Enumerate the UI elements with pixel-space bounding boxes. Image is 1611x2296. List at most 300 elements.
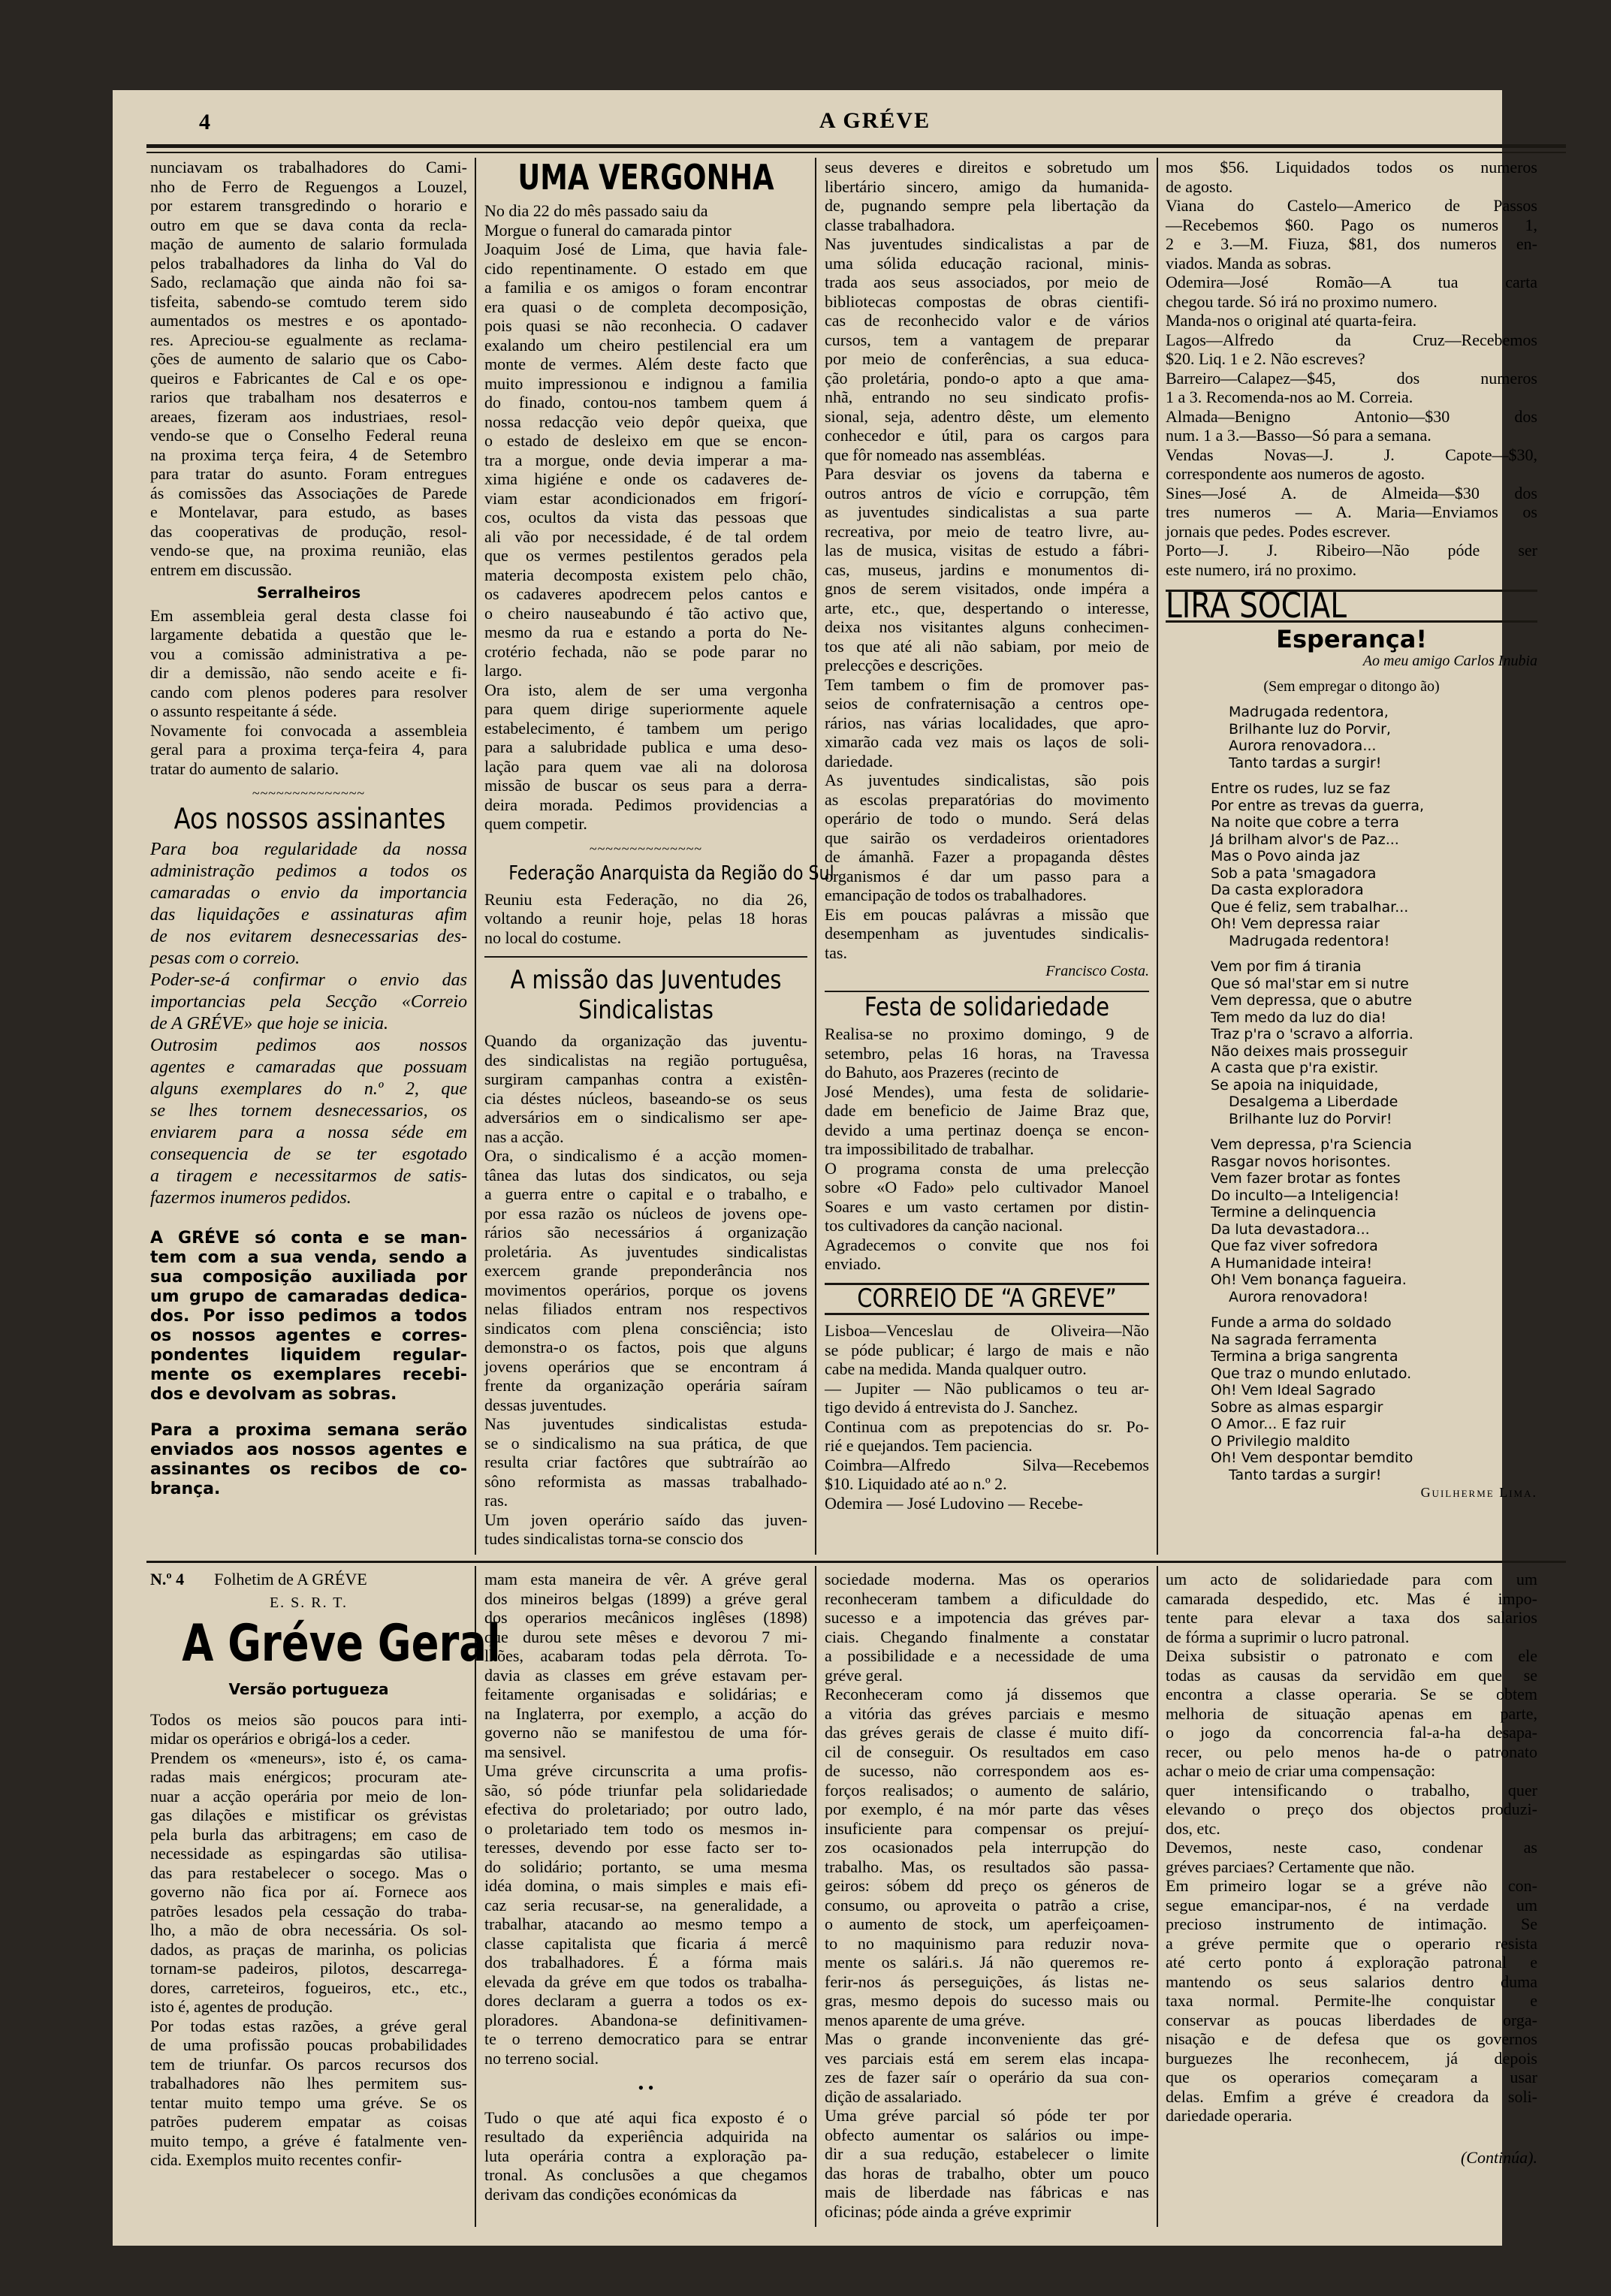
text-line: jornais que pedes. Podes escrever. [1166, 521, 1391, 541]
text-line: assinantes os recibos de co- [150, 1460, 467, 1479]
poem-line: Oh! Vem depressa raiar [1211, 916, 1380, 932]
text-line: governo não fica por aí. Fornece aos [150, 1882, 467, 1901]
poem-line: Entre os rudes, luz se faz [1211, 780, 1391, 797]
poem-line: Oh! Vem Ideal Sagrado [1211, 1382, 1376, 1398]
text-line: um grupo de camaradas dedica- [150, 1287, 467, 1306]
text-line: por exemplo, é na mór parte das vêses [825, 1800, 1149, 1818]
text-line: setembro, pelas 16 horas, na Travessa [825, 1043, 1149, 1063]
text-line: Um joven operário saído das juven- [484, 1510, 807, 1529]
text-line: Continua com as prepotencias do sr. Po- [825, 1417, 1149, 1436]
text-line: resultado da experiência adquirida na [484, 2127, 807, 2146]
text-line: classe capitalista que ficaria á mercê [484, 1933, 807, 1953]
text-line: mos $56. Liquidados todos os numeros [1166, 158, 1537, 176]
text-line: caz seria recusar-se, na generalidade, a [484, 1895, 807, 1914]
text-line: cas, museus, jardins e monumentos di- [825, 560, 1149, 579]
text-line: cida. Exemplos muito recentes confir- [150, 2150, 402, 2169]
article-signature: Francisco Costa. [1045, 963, 1149, 979]
text-line: menos aparente de uma gréve. [825, 2010, 1025, 2029]
text-line: 2 e 3.—M. Fiuza, $81, dos numeros en- [1166, 234, 1537, 253]
text-line: bibliotecas compostas de obras cientifi- [825, 291, 1149, 311]
text-line: pesas com o correio. [150, 949, 300, 968]
poem-line: Rasgar novos horisontes. [1211, 1153, 1391, 1170]
text-line: xima higiéne e onde os cadaveres de- [484, 469, 807, 488]
text-line: Devemos, neste caso, condenar as [1166, 1838, 1537, 1857]
text-line: ções de aumento de salario que os Cabo- [150, 349, 467, 368]
text-line: ma sensivel. [484, 1742, 566, 1761]
text-line: areaes, fizeram aos industriaes, resol- [150, 406, 467, 426]
text-line: cando com plenos poderes para resolver [150, 682, 467, 701]
poem-line: Da casta exploradora [1211, 882, 1364, 898]
poem-line: Madrugada redentora! [1229, 932, 1390, 949]
text-line: Odemira—José Romão—A tua carta [1166, 273, 1537, 291]
poem-line: Na noite que cobre a terra [1211, 814, 1399, 831]
notice-receipts [150, 1421, 467, 1499]
folhetim-title: A Gréve Geral [182, 1614, 501, 1673]
poem-line: Vem depressa, p'ra Sciencia [1211, 1136, 1412, 1153]
text-line: trabalhar, atacando ao mesmo tempo a [484, 1914, 807, 1933]
text-line: das gréves gerais de classe é muito difí- [825, 1723, 1149, 1742]
text-line: tas. [825, 943, 847, 962]
text-line: mação de aumento de salario formulada [150, 234, 467, 253]
text-line: No dia 22 do mês passado saiu da [484, 201, 708, 220]
text-line: são, só póde triunfar pela solidariedade [484, 1780, 807, 1800]
folhetim-text-1 [150, 1710, 467, 2170]
text-line: sobre «O Fado» pelo cultivador Manoel [825, 1178, 1149, 1196]
poem-line: Na sagrada ferramenta [1211, 1331, 1377, 1348]
poem-line: Da luta devastadora... [1211, 1220, 1370, 1238]
text-line: a possibilidade e a necessidade de uma [825, 1646, 1149, 1665]
text-line: cursos, tem a vantagem de preparar [825, 330, 1149, 349]
poem-title: Esperança! [1276, 624, 1427, 653]
column-rule [815, 1566, 816, 2227]
text-line: las de musica, visitas de estudo a fábri- [825, 541, 1149, 560]
text-line: enviarem para a nossa séde em [150, 1123, 467, 1142]
newspaper-title: A GRÉVE [819, 108, 931, 133]
text-line: ras. [484, 1491, 508, 1510]
section-stars: • • [638, 2078, 654, 2097]
text-line: a gréve permite que o operario resista [1166, 1933, 1537, 1953]
text-line: idéa domina, o mais simples e mais efi- [484, 1876, 807, 1895]
text-line: radas mais enérgicos; procuram ate- [150, 1767, 467, 1786]
text-line: camaradas o envio da importancia [150, 883, 467, 903]
text-line: dos trabalhadores. É a fórma mais [484, 1953, 807, 1972]
vergonha-article [484, 201, 807, 834]
text-line: crotério fechada, não se pode parar no [484, 641, 807, 661]
text-line: exercem grande preponderância nos [484, 1261, 807, 1280]
poem-line: Vem fazer brotar as fontes [1211, 1170, 1401, 1187]
serralheiros-article [150, 606, 467, 779]
text-line: o aumento de stock, um aperfeiçoamen- [825, 1914, 1149, 1933]
text-line: Nas juventudes sindicalistas estuda- [484, 1414, 807, 1433]
text-line: dados, as praças de marinha, os policias [150, 1939, 467, 1959]
text-line: nunciavam os trabalhadores do Cami- [150, 158, 467, 176]
text-line: feitamente organisadas e solidárias; e [484, 1685, 807, 1703]
text-line: Porto—J. J. Ribeiro—Não póde ser [1166, 541, 1537, 560]
text-line: gras, mesmo depois do sucesso mais ou [825, 1991, 1149, 2010]
text-line: dessas juventudes. [484, 1395, 607, 1414]
text-line: tudes sindicalistas torna-se conscio dos [484, 1529, 744, 1548]
text-line: aumentados os mestres e os apontado- [150, 311, 467, 330]
text-line: $10. Liquidado até ao n.º 2. [825, 1474, 1007, 1493]
text-line: Joaquim José de Lima, que havia fale- [484, 240, 807, 258]
text-line: viam estar acondicionados em frigorí- [484, 488, 807, 508]
text-line: outros antros de vício e corrupção, têm [825, 483, 1149, 502]
text-line: Barreiro—Calapez—$45, dos numeros [1166, 368, 1537, 388]
section-rule [146, 1561, 1566, 1563]
text-line: zos ocasionados pela interrupção do [825, 1838, 1149, 1857]
text-line: de A GRÉVE» que hoje se inicia. [150, 1014, 389, 1033]
text-line: a familia e os amigos o foram encontrar [484, 278, 807, 297]
text-line: Prendem os «meneurs», isto é, os cama- [150, 1748, 467, 1767]
poem-line: Funde a arma do soldado [1211, 1314, 1392, 1331]
text-line: muito impressionou e indignou a familia [484, 373, 807, 393]
text-line: a guerra entre o capital e o trabalho, e [484, 1184, 807, 1203]
text-line: Lagos—Alfredo da Cruz—Recebemos [1166, 330, 1537, 349]
text-line: e Montelavar, para estudo, as bases [150, 502, 467, 521]
text-line: de agosto. [1166, 176, 1233, 196]
text-line: Ora, o sindicalismo é a acção momen- [484, 1146, 807, 1165]
column-2 [484, 157, 834, 1555]
poem-line: Mas o Povo ainda jaz [1211, 848, 1360, 864]
text-line: tra impossibilitado de trabalhar. [825, 1139, 1034, 1158]
text-line: dores, carreteiros, fogueiros, etc., etc., [150, 1978, 467, 1997]
text-line: o estado de desleixo em que se encon- [484, 431, 807, 450]
text-line: encontra a classe operaria. Se se obtem [1166, 1685, 1537, 1703]
text-line: Em primeiro logar se a gréve não con- [1166, 1876, 1537, 1895]
text-line: $20. Liq. 1 e 2. Não escreves? [1166, 349, 1365, 368]
text-line: Reconheceram como já dissemos que [825, 1685, 1149, 1703]
poem-line: Madrugada redentora, [1229, 704, 1389, 720]
text-line: Eis em poucas palávras a missão que [825, 904, 1149, 924]
poem-line: A casta que p'ra existir. [1211, 1060, 1379, 1076]
text-line: viados. Manda as sobras. [1166, 253, 1332, 273]
page-content [68, 98, 1540, 2246]
text-line: conhecedor e útil, para os cargos para [825, 426, 1149, 445]
text-line: cos, ocultos da vista das pessoas que [484, 508, 807, 526]
text-line: conservar as poucas liberdades de orga- [1166, 2010, 1537, 2029]
text-line: achar o meio de criar uma compensação: [1166, 1761, 1436, 1780]
text-line: Viana do Castelo—Americo de Passos [1166, 196, 1537, 215]
divider: ~~~~~~~~~~~~~~ [589, 840, 703, 856]
text-line: monte de vermes. Além deste facto que [484, 355, 807, 373]
folhetim-text-4 [1166, 1570, 1537, 2126]
poem-line: Oh! Vem bonança fagueira. [1211, 1272, 1407, 1288]
text-line: lação para quem vae ali na dolorosa [484, 756, 807, 776]
text-line: alguns exemplares do n.º 2, que [150, 1079, 467, 1099]
text-line: a tiragem e necessitarmos de satis- [150, 1166, 467, 1186]
text-line: des sindicalistas na região portuguêsa, [484, 1050, 807, 1070]
folhetim-column-2 [484, 1570, 807, 2231]
poem-dedication: Ao meu amigo Carlos Inubia [1362, 653, 1537, 669]
text-line: teresses, devendo por esse facto ser to- [484, 1838, 807, 1857]
correio-heading: CORREIO DE “A GREVE” [857, 1283, 1117, 1314]
text-line: segue emancipar-nos, é na verdade um [1166, 1895, 1537, 1914]
text-line: dariedade. [825, 751, 893, 771]
text-line: lhões, acabaram todas pela dêrrota. To- [484, 1646, 807, 1665]
text-line: burguezes lhe reconhecem, já depois [1166, 2048, 1537, 2068]
text-line: os nossos agentes e corres- [150, 1326, 467, 1345]
folhetim-subtitle: Versão portugueza [228, 1680, 389, 1698]
text-line: taxa normal. Permite-lhe conquistar e [1166, 1991, 1537, 2010]
text-line: que os vermes pestilentos gerados pela [484, 546, 807, 565]
text-line: Realisa-se no proximo domingo, 9 de [825, 1024, 1149, 1043]
text-line: patrões puderem empatar as coisas [150, 2112, 467, 2131]
text-line: luta operária contra a exploração pa- [484, 2146, 807, 2165]
text-line: para tratar do asunto. Foram entregues [150, 464, 467, 483]
text-line: dos. Por isso pedimos a todos [150, 1307, 467, 1326]
festa-heading: Festa de solidariedade [864, 991, 1110, 1022]
folhetim-text-3 [825, 1570, 1149, 2221]
folhetim-text-2b [484, 2108, 807, 2204]
text-line: dir a demissão, não sendo aceite e fi- [150, 663, 467, 682]
federacao-article [484, 890, 807, 948]
text-line: dariedade operaria. [1166, 2106, 1293, 2125]
text-line: Coimbra—Alfredo Silva—Recebemos [825, 1455, 1149, 1474]
text-line: Uma gréve parcial só póde ter por [825, 2106, 1149, 2125]
missao-heading-1: A missão das Juventudes [510, 965, 782, 995]
text-line: Mas o grande inconveniente das gré- [825, 2029, 1149, 2048]
text-line: largo. [484, 661, 523, 680]
poem-line: Que é feliz, sem trabalhar... [1211, 898, 1409, 916]
text-line: dores declaram a guerra a todos os ex- [484, 1991, 807, 2010]
text-line: sua composição auxiliada por [150, 1268, 467, 1287]
text-line: precioso instrumento de intimação. Se [1166, 1914, 1537, 1933]
text-line: missão de buscar os seus para a derra- [484, 776, 807, 795]
text-line: seus deveres e direitos e sobretudo um [825, 158, 1149, 176]
text-line: Para a proxima semana serão [150, 1421, 467, 1440]
poem-line: Brilhante luz do Porvir, [1229, 720, 1391, 738]
text-line: trabalho. Mas, os resultados são passa- [825, 1857, 1149, 1876]
text-line: um acto de solidariedade para com um [1166, 1570, 1537, 1588]
text-line: se póde publicar; é largo de mais e não [825, 1340, 1149, 1359]
text-line: organismos é dar um passo para a [825, 866, 1149, 886]
text-line: insuficiente para compensar os prejuí- [825, 1818, 1149, 1838]
text-line: ciais. Chegando finalmente a constatar [825, 1627, 1149, 1646]
text-line: sional, seja, adentro dêste, um elemento [825, 406, 1149, 426]
text-line: dir a sua redução, estabelecer o limite [825, 2144, 1149, 2163]
text-line: derivam das condições económicas da [484, 2184, 737, 2204]
poem-line: Sob a pata 'smagadora [1211, 864, 1377, 882]
text-line: agentes e camaradas que possuam [150, 1057, 467, 1077]
text-line: para a salubridade publica e uma deso- [484, 738, 807, 756]
text-line: mesmo da rua e estando a porta do Ne- [484, 623, 807, 641]
column-rule [1157, 1566, 1158, 2227]
text-line: enviado. [825, 1254, 882, 1273]
text-line: Quando da organização das juventu- [484, 1031, 807, 1050]
text-line: as escolas preparatórias do movimento [825, 789, 1149, 809]
text-line: que os operarios começaram a usar [1166, 2068, 1537, 2086]
text-line: Soares e um vasto certamen por distin- [825, 1196, 1149, 1216]
text-line: uma sólida educação racional, minis- [825, 253, 1149, 273]
text-line: mam esta maneira de vêr. A gréve geral [484, 1570, 807, 1588]
text-line: ás comissões das Associações de Parede [150, 483, 467, 502]
text-line: das horas de trabalho, obter um pouco [825, 2163, 1149, 2183]
folhetim-text-2 [484, 1570, 807, 2068]
folhetim-label: Folhetim de A GRÉVE [214, 1570, 367, 1588]
text-line: queiros e Fabricantes de Cal e os ope- [150, 368, 467, 388]
text-line: ali vão por necessidade, é de tal ordem [484, 526, 807, 546]
text-line: elevada da gréve em que todos os trabalha- [484, 1972, 807, 1991]
poem-line: Tem medo da luz do dia! [1211, 1009, 1386, 1026]
text-line: prelecções e descrições. [825, 656, 983, 674]
text-line: tronal. As conclusões a que chegamos [484, 2165, 807, 2184]
text-line: administração pedimos a todos os [150, 861, 467, 881]
text-line: ferir-nos ás perseguições, ás listas ne- [825, 1972, 1149, 1991]
page-number: 4 [199, 110, 210, 134]
folhetim-header [150, 1570, 467, 1589]
text-line: ção proletária, pondo-o apto a que ama- [825, 368, 1149, 388]
poem-line: Vem por fim á tirania [1211, 958, 1362, 975]
text-line: por meio de conferências, a sua educa- [825, 349, 1149, 368]
correio-article [825, 1321, 1149, 1513]
text-line: surgiram campanhas contra a existên- [484, 1070, 807, 1088]
text-line: desempenham as juventudes sindicalis- [825, 924, 1149, 943]
text-line: sôno reformista as massas trabalhado- [484, 1471, 807, 1491]
poem-line: Tanto tardas a surgir! [1229, 1466, 1382, 1483]
festa-article [825, 1024, 1149, 1274]
column-1 [150, 158, 467, 1555]
text-line: adversários em o sindicalismo ser ape- [484, 1108, 807, 1127]
text-line: trabalhadores não lhes permitem sus- [150, 2074, 467, 2092]
text-line: reconheceram tambem a dificuldade do [825, 1588, 1149, 1608]
poem-line: Já brilham alvor's de Paz... [1211, 831, 1399, 848]
text-line: por estarem transgredindo o horario e [150, 196, 467, 215]
text-line: fazermos inumeros pedidos. [150, 1188, 351, 1208]
text-line: cabe na medida. Manda qualquer outro. [825, 1359, 1087, 1378]
text-line: Sado, reclamação que ainda não foi sa- [150, 273, 467, 291]
column-rule [1157, 158, 1158, 1555]
text-line: classe trabalhadora. [825, 215, 955, 234]
text-line: se lhes tornem desnecessarios, os [150, 1101, 467, 1121]
text-line: nhã, entrando no seu sindicato profis- [825, 388, 1149, 406]
text-line: estabelecimento, é tambem um perigo [484, 718, 807, 738]
poem-line: A Humanidade inteira! [1211, 1254, 1373, 1272]
text-line: nelas filiados entram nos respectivos [484, 1299, 807, 1318]
header-rule [146, 144, 1566, 153]
text-line: de nos evitarem desnecessarias des- [150, 927, 467, 946]
text-line: nossa redacção veio depôr queixa, que [484, 412, 807, 431]
text-line: Vendas Novas—J. J. Capote—$30, [1166, 445, 1537, 464]
text-line: José Mendes), uma festa de solidarie- [825, 1082, 1149, 1101]
text-line: nisação e de defesa que os governos [1166, 2029, 1537, 2048]
text-line: oficinas; póde ainda a gréve exprimir [825, 2201, 1072, 2221]
text-line: tra a morgue, onde devia imperar a ma- [484, 450, 807, 469]
text-line: cas de reconhecido valor e de vários [825, 311, 1149, 330]
text-line: A GRÉVE só conta e se man- [150, 1229, 467, 1248]
text-line: voltando a reunir hoje, pelas 18 horas [484, 909, 807, 928]
poem-text [1211, 704, 1537, 1483]
text-line: obfecto aumentar os salários ou impe- [825, 2125, 1149, 2144]
text-line: dade em beneficio de Jaime Braz que, [825, 1101, 1149, 1120]
poem-line: Que traz o mundo enlutado. [1211, 1365, 1412, 1382]
text-line: —Recebemos $60. Pago os numeros 1, [1166, 215, 1537, 234]
text-line: quem competir. [484, 814, 587, 833]
text-line: na Inglaterra, por exemplo, a acção do [484, 1703, 807, 1723]
continua-note: (Continúa). [1460, 2147, 1537, 2167]
text-line: no terreno social. [484, 2048, 599, 2068]
text-line: tornam-se padeiros, pilotos, descarrega- [150, 1959, 467, 1978]
poem-line: Que só mal'star em si nutre [1211, 975, 1409, 992]
poem-line: Por entre as trevas da guerra, [1211, 797, 1425, 814]
text-line: dos operarios mecânicos inglêses (1898) [484, 1608, 807, 1627]
text-line: — Jupiter — Não publicamos o teu ar- [825, 1378, 1149, 1398]
text-line: se o sindicalismo na sua prática, de que [484, 1433, 807, 1453]
text-line: pelos trabalhadores da linha do Val do [150, 253, 467, 273]
text-line: o proletariado tem todo os mesmos in- [484, 1818, 807, 1838]
text-line: na proxima terça feira, 4 de Setembro [150, 445, 467, 464]
folhetim-column-4 [1166, 1570, 1537, 2231]
text-line: proletária. As juventudes sindicalistas [484, 1242, 807, 1261]
text-line: que durou sete mêses e devorou 7 mi- [484, 1627, 807, 1646]
column-rule [475, 158, 476, 1555]
text-line: consequencia de se ter esgotado [150, 1145, 467, 1164]
text-line: operário de todo o mundo. Será delas [825, 809, 1149, 828]
text-line: res. Apreciou-se egualmente as reclama- [150, 330, 467, 349]
text-line: Sines—José A. de Almeida—$30 dos [1166, 483, 1537, 502]
text-line: entrem em discussão. [150, 560, 292, 579]
text-line: que fôr nomeado nas assembléas. [825, 445, 1045, 464]
divider: ~~~~~~~~~~~~~~ [252, 786, 366, 801]
text-line: geiros: sóbem dd preço os géneros de [825, 1876, 1149, 1895]
text-line: Por todas estas razões, a gréve geral [150, 2016, 467, 2035]
poem-line: Sobre as almas espargir [1211, 1398, 1383, 1416]
text-line: tos cultivadores da canção nacional. [825, 1216, 1063, 1235]
text-line: tem com a sua venda, sendo a [150, 1248, 467, 1267]
text-line: Morgue o funeral do camarada pintor [484, 220, 732, 240]
text-line: Reuniu esta Federação, no dia 26, [484, 889, 807, 909]
text-line: largamente debatida a questão que le- [150, 625, 467, 644]
text-line: Para boa regularidade da nossa [150, 840, 467, 859]
text-line: de uma profissão poucas probabilidades [150, 2035, 467, 2054]
text-line: de, pugnando sempre pela libertação da [825, 196, 1149, 215]
text-line: camarada despedido, etc. Mas é impo- [1166, 1588, 1537, 1608]
text-line: Deixa subsistir o patronato e com ele [1166, 1646, 1537, 1665]
text-line: Uma gréve circunscrita a uma profis- [484, 1761, 807, 1780]
text-line: jovens operários que se encontram á [484, 1356, 807, 1376]
text-line: isto é, agentes de produção. [150, 1997, 333, 2016]
serralheiros-heading: Serralheiros [256, 584, 361, 602]
text-line: tente para elevar a taxa dos salarios [1166, 1608, 1537, 1627]
text-line: para quem dirige superiormente aquele [484, 699, 807, 718]
text-line: todas as causas da servidão em que se [1166, 1665, 1537, 1685]
poem-line [1211, 949, 1537, 958]
text-line: de sucesso, não correspondem aos es- [825, 1761, 1149, 1780]
text-line: dos e devolvam as sobras. [150, 1385, 397, 1404]
missao-article [484, 1031, 807, 1549]
text-line: devido a uma pertinaz doença se encon- [825, 1120, 1149, 1139]
text-line: nuar a acção operária por meio de lon- [150, 1786, 467, 1806]
text-line: elevando o preço dos objectos produzi- [1166, 1800, 1537, 1818]
text-line: sucesso e a impotencia das gréves par- [825, 1608, 1149, 1627]
text-line: chegou tarde. Só irá no proximo numero. [1166, 291, 1438, 311]
text-line: que sairão os verdadeiros orientadores [825, 828, 1149, 847]
text-line: dição de assalariado. [825, 2086, 962, 2106]
poem-line: Que faz viver sofredora [1211, 1238, 1378, 1254]
poem-epigraph: (Sem empregar o ditongo ão) [1263, 677, 1440, 695]
poem-line: Traz p'ra o 'scravo a alforria. [1211, 1026, 1413, 1042]
text-line: tres numeros — A. Maria—Enviamos os [1166, 502, 1537, 521]
poem-author: Guilherme Lima. [1420, 1485, 1537, 1500]
poem-line: Do inculto—a Inteligencia! [1211, 1187, 1400, 1204]
text-line: Agradecemos o convite que nos foi [825, 1235, 1149, 1254]
text-line: Outrosim pedimos aos nossos [150, 1036, 467, 1055]
text-line: rarios que trabalham nos desaterros e [150, 388, 467, 406]
text-line: gas dilações e mistificar os grévistas [150, 1806, 467, 1824]
page-header [199, 105, 1551, 138]
text-line: gréve geral. [825, 1665, 903, 1685]
text-line: mente os exemplares recebi- [150, 1365, 467, 1384]
text-line: rários são necessários á organização [484, 1223, 807, 1242]
